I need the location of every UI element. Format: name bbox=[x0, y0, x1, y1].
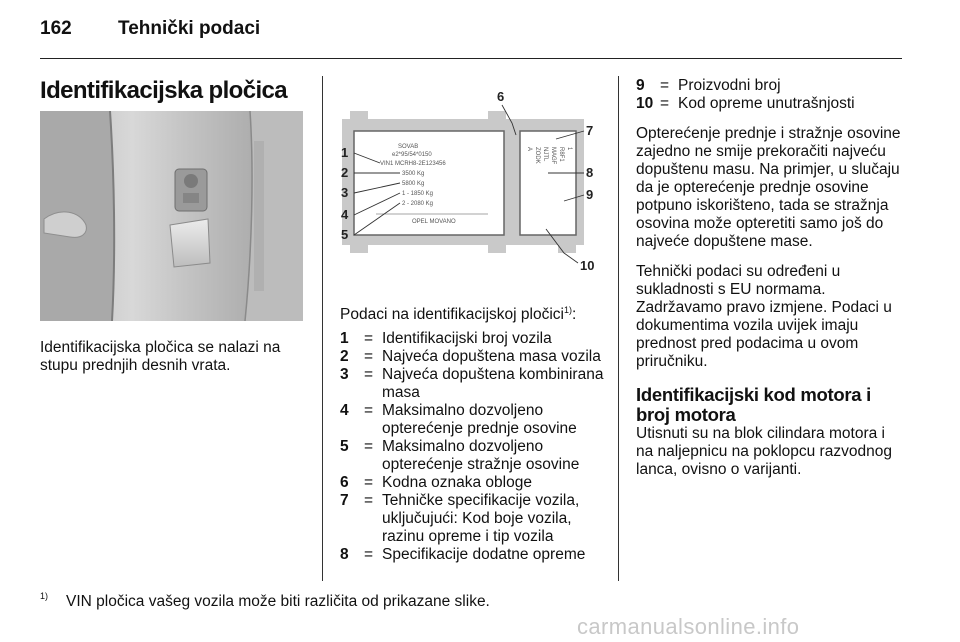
eu-norms-paragraph: Tehnički podaci su određeni u sukladnosti s EU normama. Zadržavamo pravo izmjene. Podaci u dokumentima vozila uvijek imaju prednost pred podacima u ovom priručniku. bbox=[636, 263, 892, 370]
watermark: carmanualsonline.info bbox=[577, 614, 800, 639]
callout-4: 4 bbox=[341, 207, 349, 222]
callout-5: 5 bbox=[341, 227, 349, 242]
legend-item: 3 = Najveća dopuštena kombinirana masa bbox=[340, 366, 604, 402]
engine-code-paragraph: Utisnuti su na blok cilindara motora i na naljepnicu na poklopcu razvodnog lanca, ovisno o varijanti. bbox=[636, 425, 892, 478]
plate-line: 1 - 1850 Kg bbox=[402, 191, 434, 197]
legend-item: 4 = Maksimalno dozvoljeno opterećenje prednje osovine bbox=[340, 402, 577, 438]
callout-7: 7 bbox=[586, 123, 594, 138]
plate-data-intro: Podaci na identifikacijskoj pločici$^{1)}$: bbox=[340, 305, 577, 324]
header-divider bbox=[40, 58, 902, 59]
plate-legend-list bbox=[340, 330, 615, 564]
plate-diagram bbox=[340, 77, 602, 290]
plate-legend-list-cont bbox=[636, 77, 906, 113]
plate-line: VIN1 MCRH8-2E123456 bbox=[380, 161, 446, 167]
chapter-title: Tehnički podaci bbox=[118, 18, 261, 39]
footnote: $^{1)}$ VIN pločica vašeg vozila može biti različita od prikazane slike. bbox=[40, 591, 490, 610]
legend-item: 9 = Proizvodni broj bbox=[636, 77, 781, 94]
legend-item: 8 = Specifikacije dodatne opreme bbox=[340, 546, 586, 564]
callout-3: 3 bbox=[341, 185, 349, 200]
side-line: NJTL bbox=[542, 147, 548, 162]
plate-line: 5800 Kg bbox=[402, 181, 425, 187]
axle-load-paragraph: Opterećenje prednje i stražnje osovine zajedno ne smije prekoračiti najveću dopuštenu masu. Na primjer, u slučaju da je opterećenje prednje osovine potpuno iskorišteno, tada se stražnja osovina može opteretiti samo još do najveće dopuštene mase. bbox=[636, 125, 901, 250]
plate-location-text: Identifikacijska pločica se nalazi na stupu prednjih desnih vrata. bbox=[40, 339, 281, 374]
callout-8: 8 bbox=[586, 165, 594, 180]
side-line: R8F1 bbox=[558, 147, 564, 162]
side-line: MAGF bbox=[550, 147, 556, 165]
plate-line: 3500 Kg bbox=[402, 171, 425, 177]
callout-9: 9 bbox=[586, 187, 594, 202]
legend-item: 7 = Tehničke specifikacije vozila, uključujući: Kod boje vozila, razinu opreme i tip vozila bbox=[340, 492, 580, 546]
section-title: Identifikacijska pločica bbox=[40, 77, 288, 104]
callout-10: 10 bbox=[580, 258, 595, 273]
plate-line: 2 - 2080 Kg bbox=[402, 201, 434, 207]
plate-line: SOVAB bbox=[398, 144, 419, 150]
legend-item: 1 = Identifikacijski broj vozila bbox=[340, 330, 552, 348]
legend-item: 2 = Najveća dopuštena masa vozila bbox=[340, 348, 601, 366]
plate-line: e2*95/54*0150 bbox=[392, 152, 432, 158]
callout-2: 2 bbox=[341, 165, 349, 180]
callout-6: 6 bbox=[497, 89, 505, 104]
column-divider-1 bbox=[322, 76, 323, 581]
door-pillar-photo bbox=[40, 111, 303, 321]
side-line: A bbox=[526, 147, 532, 152]
legend-item: 6 = Kodna oznaka obloge bbox=[340, 474, 532, 492]
legend-item: 10 = Kod opreme unutrašnjosti bbox=[636, 95, 855, 112]
callout-1: 1 bbox=[341, 145, 349, 160]
engine-code-heading: Identifikacijski kod motora i broj motora bbox=[636, 384, 871, 425]
side-line: 1 bbox=[566, 147, 572, 151]
plate-line: OPEL MOVANO bbox=[412, 219, 456, 225]
side-line: ZODK bbox=[534, 147, 540, 164]
legend-item: 5 = Maksimalno dozvoljeno opterećenje stražnje osovine bbox=[340, 438, 580, 474]
page-number: 162 bbox=[40, 18, 72, 39]
column-divider-2 bbox=[618, 76, 619, 581]
